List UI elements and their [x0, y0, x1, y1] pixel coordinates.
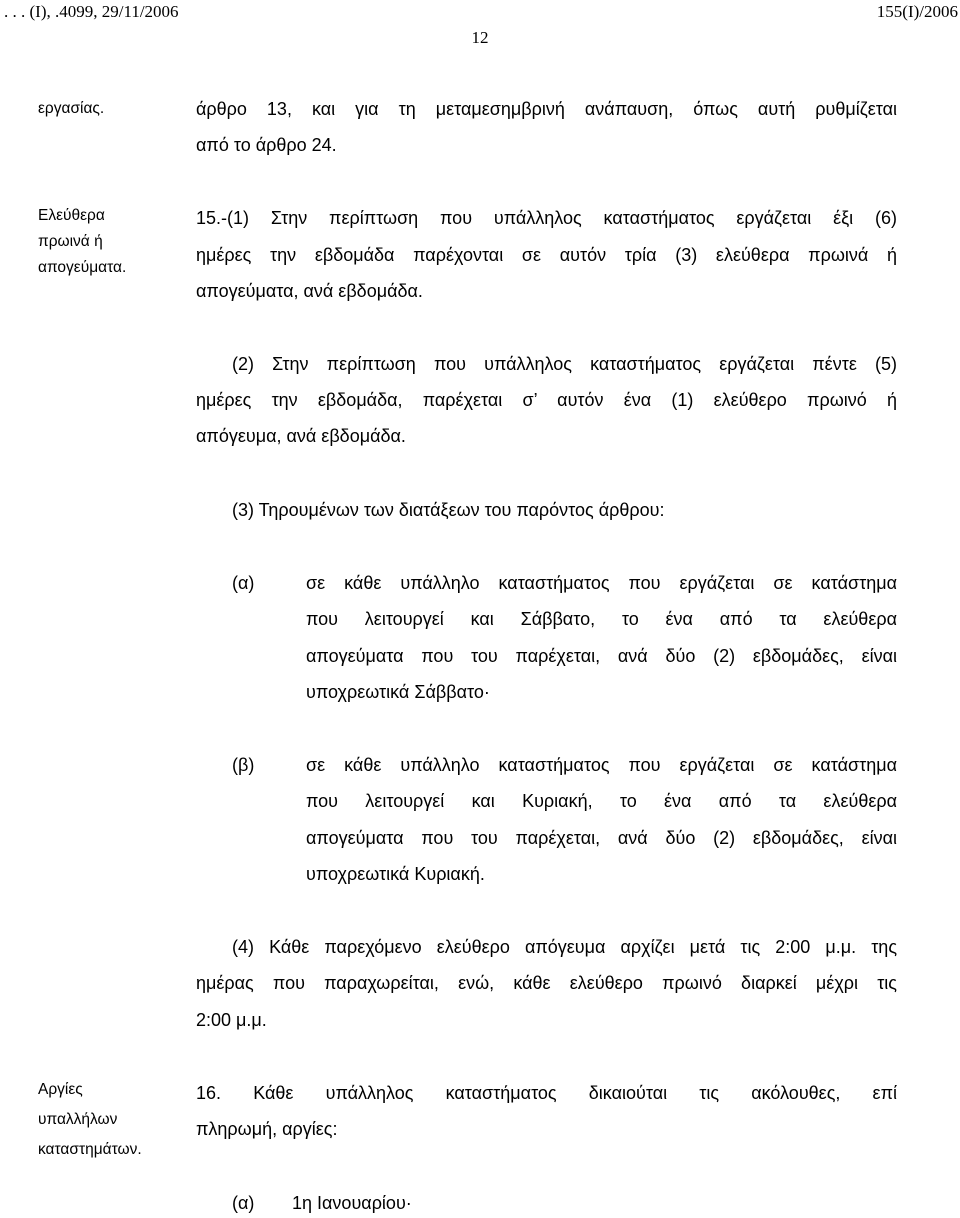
item-a-line: που λειτουργεί και Σάββατο, το ένα από τα ελεύθερα — [306, 609, 897, 629]
item-b-label: (β) — [232, 755, 255, 775]
margin-note-holidays — [38, 1075, 142, 1165]
section-15-1-line: απογεύματα, ανά εβδομάδα. — [196, 281, 423, 301]
item-a-label: (α) — [232, 573, 255, 593]
item-b-line: υποχρεωτικά Κυριακή. — [306, 864, 485, 884]
margin-note-work: εργασίας. — [38, 100, 105, 117]
header-left: . . . (Ι), .4099, 29/11/2006 — [4, 2, 179, 21]
section-15-2-line: απόγευμα, ανά εβδομάδα. — [196, 426, 406, 446]
page-number: 12 — [471, 28, 489, 47]
intro-line: από το άρθρο 24. — [196, 135, 337, 155]
margin-note-line: Αργίες — [38, 1081, 83, 1098]
item-b-line: σε κάθε υπάλληλο καταστήματος που εργάζεται σε κατάστημα — [306, 755, 897, 775]
intro-line: άρθρο 13, και για τη μεταμεσημβρινή ανάπαυση, όπως αυτή ρυθμίζεται — [196, 99, 897, 119]
section-16-line: 16. Κάθε υπάλληλος καταστήματος δικαιούται τις ακόλουθες, επί — [196, 1083, 897, 1103]
margin-note-line: υπαλλήλων — [38, 1111, 118, 1128]
section-16-item-a-label: (α) — [232, 1193, 255, 1213]
item-b-line: που λειτουργεί και Κυριακή, το ένα από τα ελεύθερα — [306, 791, 897, 811]
section-15-1-line: 15.-(1) Στην περίπτωση που υπάλληλος καταστήματος εργάζεται έξι (6) — [196, 208, 897, 228]
section-15-3: (3) Τηρουμένων των διατάξεων του παρόντος άρθρου: — [232, 500, 665, 520]
margin-note-line: απογεύματα. — [38, 259, 127, 276]
item-a-line: σε κάθε υπάλληλο καταστήματος που εργάζεται σε κατάστημα — [306, 573, 897, 593]
item-b-line: απογεύματα που του παρέχεται, ανά δύο (2) εβδομάδες, είναι — [306, 828, 897, 848]
section-15-1-line: ημέρες την εβδομάδα παρέχονται σε αυτόν τρία (3) ελεύθερα πρωινά ή — [196, 245, 897, 265]
header-right: 155(Ι)/2006 — [876, 2, 958, 21]
margin-note-line: καταστημάτων. — [38, 1141, 142, 1158]
section-15-4-line: (4) Κάθε παρεχόμενο ελεύθερο απόγευμα αρχίζει μετά τις 2:00 μ.μ. της — [232, 937, 897, 957]
section-15-2-line: ημέρες την εβδομάδα, παρέχεται σ’ αυτόν ένα (1) ελεύθερο πρωινό ή — [196, 390, 897, 410]
section-15-4-line: ημέρας που παραχωρείται, ενώ, κάθε ελεύθερο πρωινό διαρκεί μέχρι τις — [196, 973, 897, 993]
item-a-line: απογεύματα που του παρέχεται, ανά δύο (2) εβδομάδες, είναι — [306, 646, 897, 666]
section-16-line: πληρωμή, αργίες: — [196, 1119, 338, 1139]
margin-note-free-mornings — [38, 203, 126, 281]
item-a-line: υποχρεωτικά Σάββατο· — [306, 682, 490, 702]
margin-note-line: Ελεύθερα — [38, 207, 105, 224]
section-16-item-a-text: 1η Ιανουαρίου· — [292, 1193, 412, 1213]
section-15-2-line: (2) Στην περίπτωση που υπάλληλος καταστήματος εργάζεται πέντε (5) — [232, 354, 897, 374]
margin-note-line: πρωινά ή — [38, 233, 103, 250]
section-15-4-line: 2:00 μ.μ. — [196, 1010, 267, 1030]
